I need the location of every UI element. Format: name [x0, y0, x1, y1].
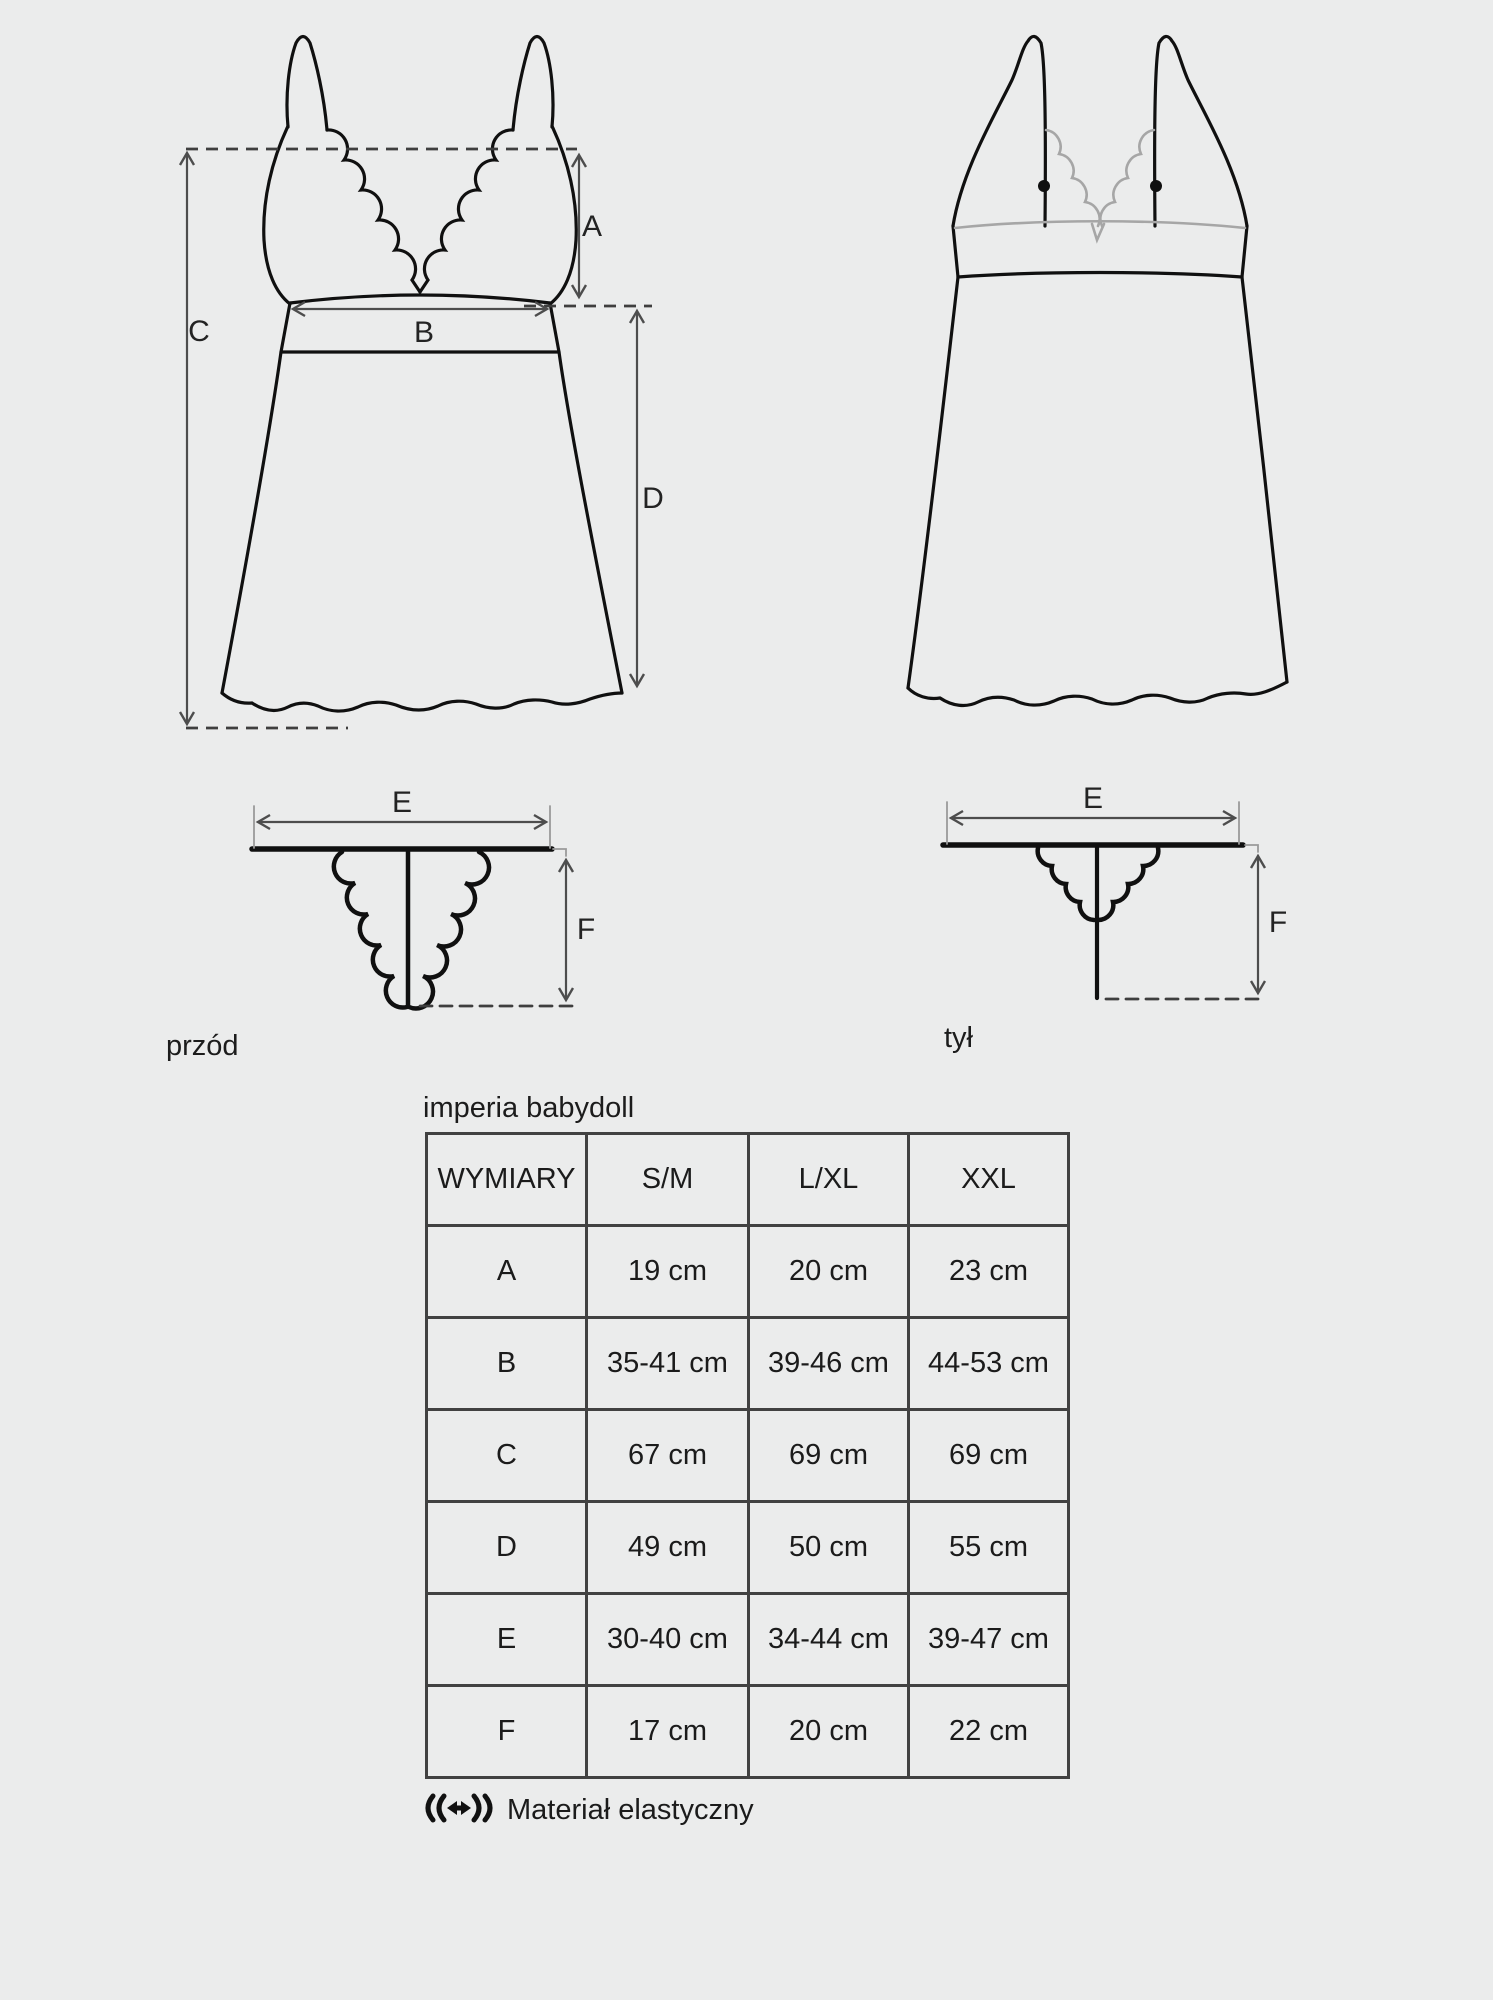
- front-right-cup-outer: [550, 126, 576, 304]
- dim-label-d: D: [642, 482, 664, 515]
- dim-label-f-back: F: [1268, 906, 1288, 939]
- table-header-row: [427, 1134, 1069, 1226]
- back-left-strap-slider: [1038, 180, 1050, 192]
- table-row: [427, 1594, 1069, 1686]
- material-note: Materiał elastyczny: [507, 1794, 754, 1826]
- size-table: [425, 1132, 1070, 1779]
- value-cell: 19 cm: [587, 1226, 749, 1318]
- dim-cell: F: [427, 1686, 587, 1778]
- front-left-cup-outer: [264, 126, 290, 304]
- value-cell: 39-47 cm: [909, 1594, 1069, 1686]
- back-band-bottom: [958, 273, 1242, 278]
- back-right-strap-slider: [1150, 180, 1162, 192]
- dim-label-b: B: [413, 316, 435, 349]
- table-row: [427, 1502, 1069, 1594]
- table-row: [427, 1410, 1069, 1502]
- value-cell: 39-46 cm: [749, 1318, 909, 1410]
- panty-back-f-corner: [1245, 845, 1258, 852]
- front-left-cup-scallop: [327, 130, 420, 292]
- panty-front-right-scallop: [409, 852, 489, 1008]
- back-gray-left-scallop: [1046, 130, 1100, 226]
- dim-label-a: A: [581, 210, 603, 243]
- back-skirt-hem: [908, 682, 1287, 705]
- value-cell: 44-53 cm: [909, 1318, 1069, 1410]
- back-left-strap: [953, 36, 1045, 226]
- value-cell: 50 cm: [749, 1502, 909, 1594]
- table-row: [427, 1226, 1069, 1318]
- table-title: imperia babydoll: [423, 1092, 635, 1124]
- dim-cell: A: [427, 1226, 587, 1318]
- back-skirt-right-edge: [1242, 277, 1287, 682]
- dim-cell: C: [427, 1410, 587, 1502]
- value-cell: 69 cm: [909, 1410, 1069, 1502]
- table-header-cell: XXL: [909, 1134, 1069, 1226]
- panty-front-view: [252, 806, 572, 1008]
- value-cell: 17 cm: [587, 1686, 749, 1778]
- dim-label-e-front: E: [391, 786, 413, 819]
- value-cell: 30-40 cm: [587, 1594, 749, 1686]
- panty-back-left-scallop: [1038, 848, 1094, 920]
- table-row: [427, 1686, 1069, 1778]
- front-right-strap: [513, 37, 553, 131]
- front-skirt-hem: [222, 693, 622, 711]
- dim-cell: B: [427, 1318, 587, 1410]
- table-row: [427, 1318, 1069, 1410]
- value-cell: 49 cm: [587, 1502, 749, 1594]
- value-cell: 23 cm: [909, 1226, 1069, 1318]
- front-right-cup-scallop: [420, 130, 513, 292]
- back-seen-through-details: [955, 130, 1245, 240]
- panty-back-view: [943, 802, 1264, 999]
- back-gray-right-scallop: [1100, 130, 1154, 226]
- table-header-cell: L/XL: [749, 1134, 909, 1226]
- value-cell: 55 cm: [909, 1502, 1069, 1594]
- value-cell: 22 cm: [909, 1686, 1069, 1778]
- elastic-material-icon: [421, 1793, 497, 1823]
- value-cell: 20 cm: [749, 1686, 909, 1778]
- value-cell: 69 cm: [749, 1410, 909, 1502]
- dim-cell: E: [427, 1594, 587, 1686]
- front-left-strap: [287, 37, 327, 131]
- babydoll-back-view: [908, 36, 1287, 705]
- table-header-cell: S/M: [587, 1134, 749, 1226]
- front-skirt-left-edge: [222, 352, 281, 693]
- babydoll-front-view: [222, 37, 622, 712]
- front-skirt-right-edge: [559, 352, 622, 693]
- front-view-label: przód: [166, 1030, 239, 1062]
- panty-front-left-scallop: [334, 852, 407, 1008]
- table-header-cell: WYMIARY: [427, 1134, 587, 1226]
- value-cell: 34-44 cm: [749, 1594, 909, 1686]
- dim-label-e-back: E: [1082, 782, 1104, 815]
- dim-cell: D: [427, 1502, 587, 1594]
- dim-label-c: C: [188, 315, 210, 348]
- panty-front-f-corner: [553, 849, 566, 856]
- back-skirt-left-edge: [908, 277, 958, 688]
- value-cell: 20 cm: [749, 1226, 909, 1318]
- panty-back-right-scallop: [1098, 848, 1158, 920]
- dim-label-f-front: F: [576, 913, 596, 946]
- value-cell: 67 cm: [587, 1410, 749, 1502]
- front-under-cup-line: [290, 295, 550, 303]
- back-view-label: tył: [944, 1022, 973, 1054]
- back-right-strap: [1155, 36, 1247, 226]
- value-cell: 35-41 cm: [587, 1318, 749, 1410]
